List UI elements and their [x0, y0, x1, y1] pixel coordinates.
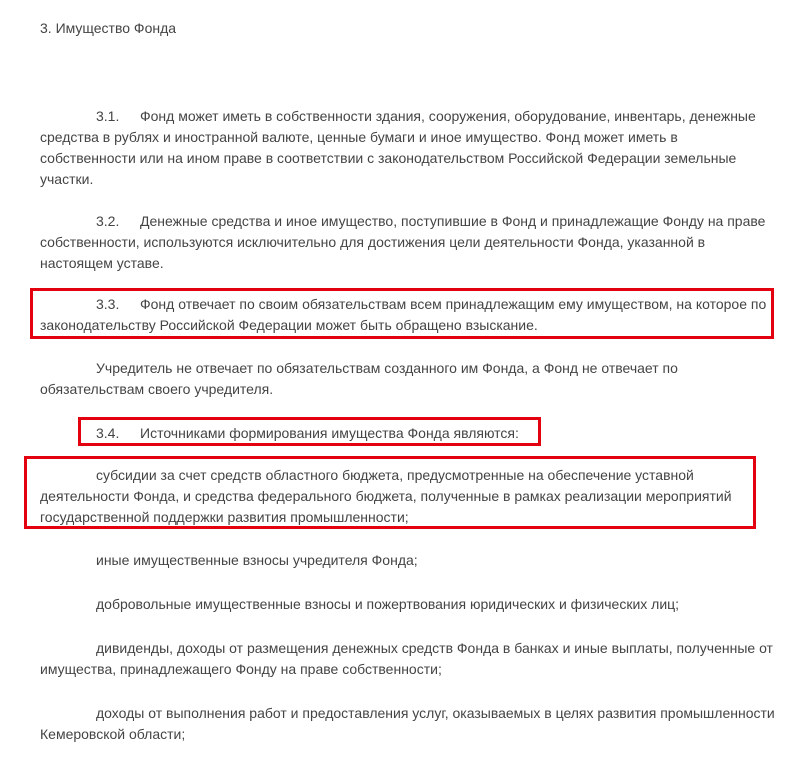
source-item: доходы от выполнения работ и предоставления услуг, оказываемых в целях развития промышленности Кемеровской области; [40, 705, 775, 742]
clause-3-2 [40, 211, 775, 274]
clause-3-3 [40, 294, 775, 336]
source-item: субсидии за счет средств областного бюджета, предусмотренные на обеспечение уставной деятельности Фонда, и средства федерального бюджета, полученные в рамках реализации мероприятий государственной поддержки развития промышленности; [40, 467, 732, 525]
clause-text: Источниками формирования имущества Фонда являются: [140, 425, 519, 441]
clause-number: 3.2. [96, 213, 120, 229]
clause-text: Денежные средства и иное имущество, поступившие в Фонд и принадлежащие Фонду на праве собственности, используются исключительно для достижения цели деятельности Фонда, указанной в настоящем уставе. [40, 213, 766, 271]
source-item: добровольные имущественные взносы и пожертвования юридических и физических лиц; [96, 596, 680, 612]
clause-number: 3.1. [96, 108, 120, 124]
source-item: иные имущественные взносы учредителя Фонда; [96, 552, 418, 568]
section-title: 3. Имущество Фонда [40, 20, 177, 36]
clause-text: Фонд отвечает по своим обязательствам всем принадлежащим ему имуществом, на которое по законодательству Российской Федерации может быть обращено взыскание. [40, 296, 767, 333]
clause-text: Фонд может иметь в собственности здания, сооружения, оборудование, инвентарь, денежные средства в рублях и иностранной валюте, ценные бумаги и иное имущество. Фонд может иметь в собственности или на ином праве в соответствии с законодательством Российской Федерации земельные участки. [40, 108, 756, 187]
clause-number: 3.3. [96, 296, 120, 312]
source-item: дивиденды, доходы от размещения денежных средств Фонда в банках и иные выплаты, полученные от имущества, принадлежащего Фонду на праве собственности; [40, 640, 773, 677]
clause-3-4 [40, 423, 775, 444]
founder-liability: Учредитель не отвечает по обязательствам созданного им Фонда, а Фонд не отвечает по обязательствам своего учредителя. [40, 360, 678, 397]
clause-number: 3.4. [96, 425, 120, 441]
clause-3-1 [40, 106, 775, 190]
